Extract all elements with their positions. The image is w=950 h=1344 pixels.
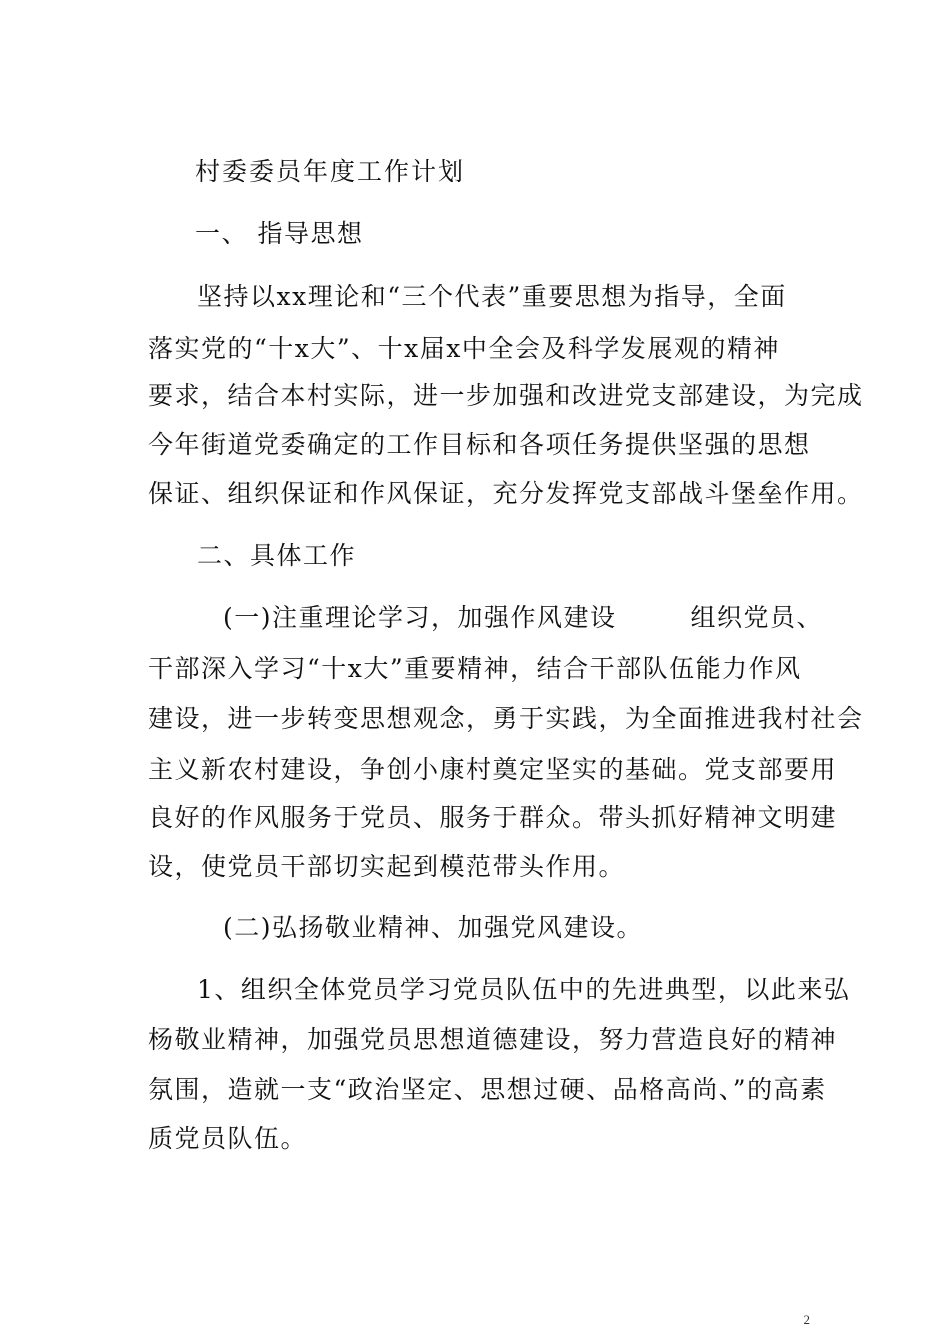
paragraph-line: 杨敬业精神，加强党员思想道德建设，努力营造良好的精神 — [148, 1025, 838, 1054]
paragraph-start: 组织党员、 — [690, 603, 824, 632]
paragraph-line: 氛围，造就一支“政治坚定、思想过硬、品格高尚、”的高素 — [148, 1075, 827, 1104]
paragraph-line: 设，使党员干部切实起到模范带头作用。 — [148, 852, 626, 881]
paragraph-line: 落实党的“十x大”、十x届x中全会及科学发展观的精神 — [148, 334, 780, 363]
subsection-heading-1: (一)注重理论学习，加强作风建设 — [223, 603, 617, 632]
section-heading-guiding-ideology: 一、 指导思想 — [195, 219, 364, 248]
paragraph-line: 今年街道党委确定的工作目标和各项任务提供坚强的思想 — [148, 430, 811, 459]
subsection-heading-line — [223, 603, 823, 633]
paragraph-line: 1、组织全体党员学习党员队伍中的先进典型，以此来弘 — [197, 975, 851, 1004]
paragraph-line: 保证、组织保证和作风保证，充分发挥党支部战斗堡垒作用。 — [148, 479, 864, 508]
subsection-heading-2: (二)弘扬敬业精神、加强党风建设。 — [223, 913, 644, 942]
paragraph-line: 要求，结合本村实际，进一步加强和改进党支部建设，为完成 — [148, 381, 864, 410]
paragraph-line: 良好的作风服务于党员、服务于群众。带头抓好精神文明建 — [148, 803, 838, 832]
page-number: 2 — [803, 1312, 810, 1327]
paragraph-line: 质党员队伍。 — [148, 1124, 308, 1153]
paragraph-line: 干部深入学习“十x大”重要精神，结合干部队伍能力作风 — [148, 654, 802, 683]
section-heading-specific-work: 二、具体工作 — [197, 541, 357, 570]
paragraph-line: 主义新农村建设，争创小康村奠定坚实的基础。党支部要用 — [148, 755, 838, 784]
paragraph-line: 坚持以xx理论和“三个代表”重要思想为指导，全面 — [197, 282, 787, 311]
paragraph-line: 建设，进一步转变思想观念，勇于实践，为全面推进我村社会 — [148, 704, 864, 733]
document-title: 村委委员年度工作计划 — [195, 157, 466, 186]
